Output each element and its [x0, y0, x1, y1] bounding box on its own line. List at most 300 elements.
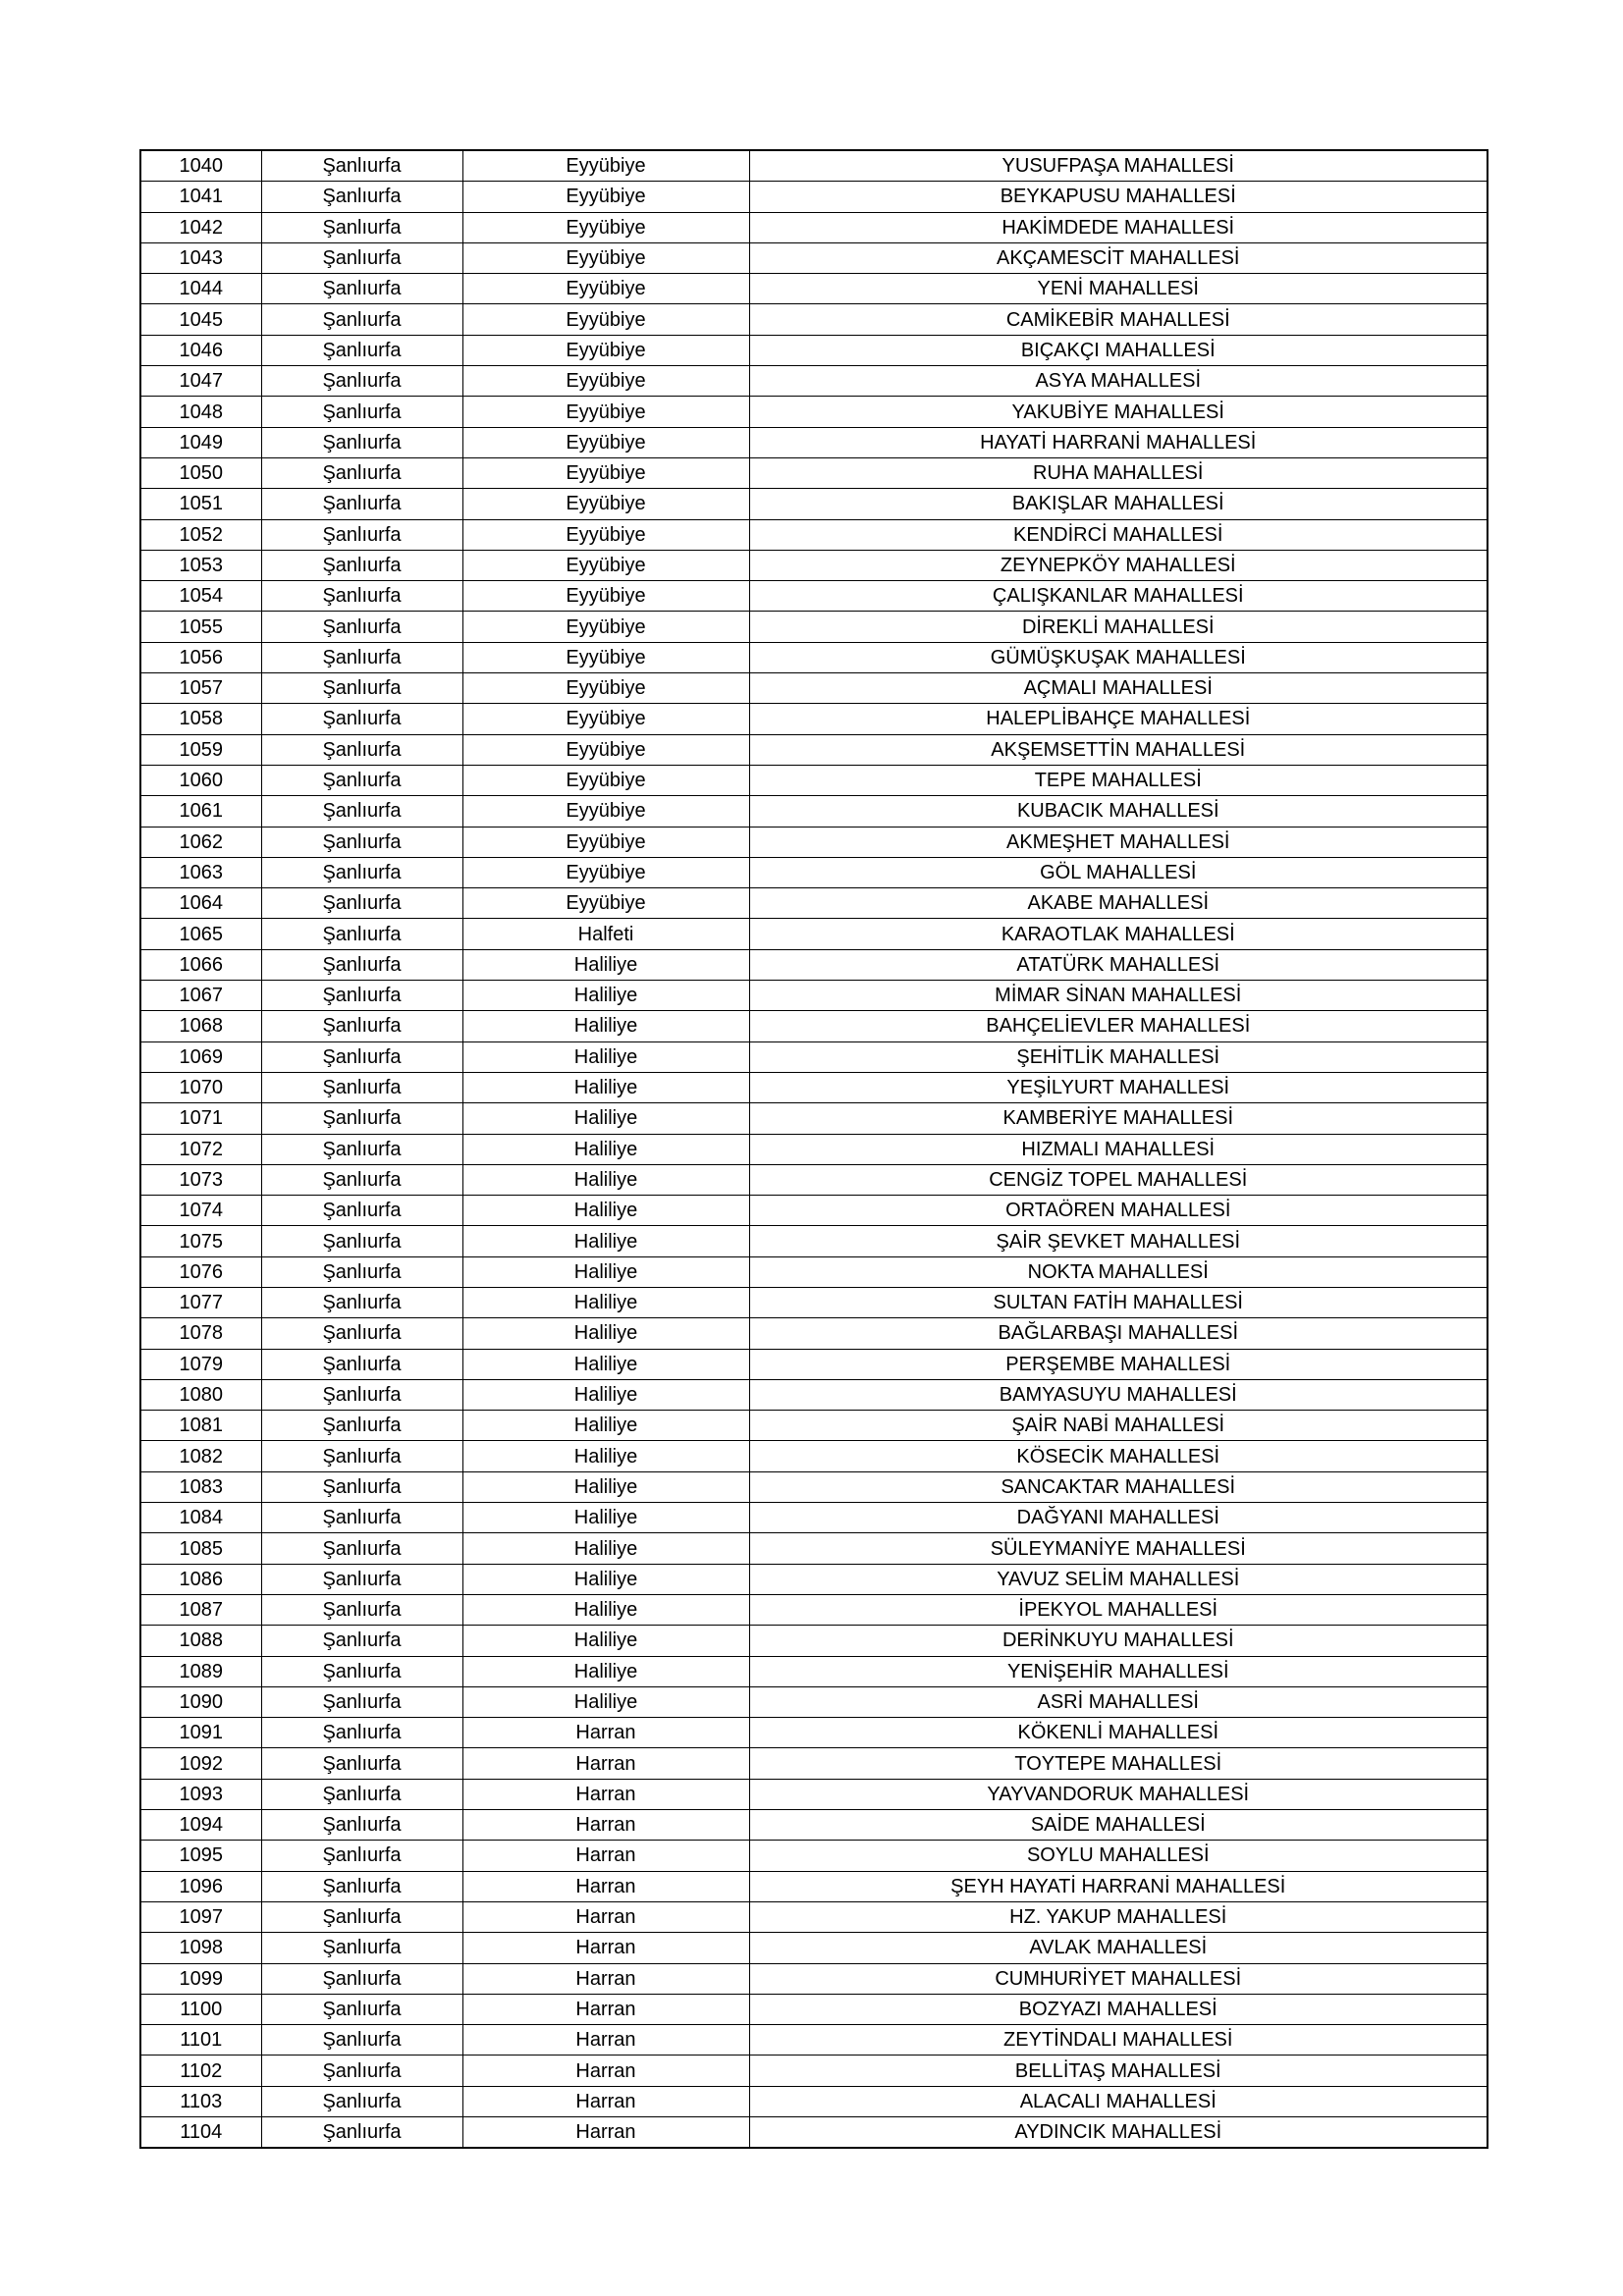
district-cell: Haliliye [462, 1626, 749, 1656]
district-cell: Eyyübiye [462, 489, 749, 519]
district-cell: Harran [462, 2086, 749, 2116]
neighborhood-cell: AVLAK MAHALLESİ [749, 1933, 1488, 1963]
district-cell: Eyyübiye [462, 550, 749, 580]
neighborhood-cell: ÇALIŞKANLAR MAHALLESİ [749, 581, 1488, 612]
province-cell: Şanlıurfa [261, 1164, 462, 1195]
neighborhood-cell: ŞAİR ŞEVKET MAHALLESİ [749, 1226, 1488, 1256]
district-cell: Haliliye [462, 1441, 749, 1471]
row-number-cell: 1056 [140, 642, 261, 672]
province-cell: Şanlıurfa [261, 1226, 462, 1256]
table-row [140, 1871, 1488, 1901]
district-cell: Eyyübiye [462, 150, 749, 182]
row-number-cell: 1057 [140, 673, 261, 704]
neighborhood-cell: ASRİ MAHALLESİ [749, 1686, 1488, 1717]
row-number-cell: 1093 [140, 1779, 261, 1809]
row-number-cell: 1069 [140, 1041, 261, 1072]
province-cell: Şanlıurfa [261, 519, 462, 550]
table-row [140, 1533, 1488, 1564]
district-cell: Haliliye [462, 1041, 749, 1072]
district-cell: Eyyübiye [462, 827, 749, 857]
province-cell: Şanlıurfa [261, 550, 462, 580]
table-row [140, 857, 1488, 887]
province-cell: Şanlıurfa [261, 1841, 462, 1871]
table-row [140, 1349, 1488, 1379]
table-row [140, 1686, 1488, 1717]
district-cell: Haliliye [462, 1471, 749, 1502]
province-cell: Şanlıurfa [261, 1287, 462, 1317]
province-cell: Şanlıurfa [261, 642, 462, 672]
province-cell: Şanlıurfa [261, 274, 462, 304]
row-number-cell: 1054 [140, 581, 261, 612]
district-cell: Harran [462, 1748, 749, 1779]
province-cell: Şanlıurfa [261, 1196, 462, 1226]
row-number-cell: 1096 [140, 1871, 261, 1901]
row-number-cell: 1100 [140, 1994, 261, 2024]
district-cell: Harran [462, 1841, 749, 1871]
neighborhood-cell: BAKIŞLAR MAHALLESİ [749, 489, 1488, 519]
district-cell: Eyyübiye [462, 581, 749, 612]
table-row [140, 581, 1488, 612]
table-row [140, 1072, 1488, 1102]
province-cell: Şanlıurfa [261, 581, 462, 612]
province-cell: Şanlıurfa [261, 796, 462, 827]
neighborhood-cell: AKÇAMESCİT MAHALLESİ [749, 242, 1488, 273]
province-cell: Şanlıurfa [261, 704, 462, 734]
province-cell: Şanlıurfa [261, 1901, 462, 1932]
province-cell: Şanlıurfa [261, 1748, 462, 1779]
province-cell: Şanlıurfa [261, 1503, 462, 1533]
neighborhood-cell: ZEYTİNDALI MAHALLESİ [749, 2025, 1488, 2056]
table-row [140, 1471, 1488, 1502]
table-row [140, 427, 1488, 457]
province-cell: Şanlıurfa [261, 182, 462, 212]
district-cell: Haliliye [462, 1256, 749, 1287]
row-number-cell: 1104 [140, 2117, 261, 2149]
province-cell: Şanlıurfa [261, 1810, 462, 1841]
province-cell: Şanlıurfa [261, 1718, 462, 1748]
district-cell: Eyyübiye [462, 857, 749, 887]
neighborhood-cell: HALEPLİBAHÇE MAHALLESİ [749, 704, 1488, 734]
row-number-cell: 1070 [140, 1072, 261, 1102]
neighborhood-cell: KARAOTLAK MAHALLESİ [749, 919, 1488, 949]
district-cell: Haliliye [462, 1011, 749, 1041]
neighborhood-cell: AÇMALI MAHALLESİ [749, 673, 1488, 704]
province-cell: Şanlıurfa [261, 734, 462, 765]
district-cell: Haliliye [462, 981, 749, 1011]
district-cell: Haliliye [462, 1379, 749, 1410]
table-row [140, 1963, 1488, 1994]
table-row [140, 1411, 1488, 1441]
table-row [140, 1226, 1488, 1256]
district-cell: Eyyübiye [462, 642, 749, 672]
table-row [140, 796, 1488, 827]
row-number-cell: 1052 [140, 519, 261, 550]
table-row [140, 1318, 1488, 1349]
row-number-cell: 1045 [140, 304, 261, 335]
district-cell: Harran [462, 1901, 749, 1932]
neighborhood-cell: SOYLU MAHALLESİ [749, 1841, 1488, 1871]
row-number-cell: 1065 [140, 919, 261, 949]
row-number-cell: 1075 [140, 1226, 261, 1256]
province-cell: Şanlıurfa [261, 765, 462, 795]
table-row [140, 274, 1488, 304]
row-number-cell: 1090 [140, 1686, 261, 1717]
table-row [140, 2117, 1488, 2149]
district-cell: Harran [462, 1933, 749, 1963]
row-number-cell: 1074 [140, 1196, 261, 1226]
row-number-cell: 1041 [140, 182, 261, 212]
table-row [140, 1256, 1488, 1287]
row-number-cell: 1081 [140, 1411, 261, 1441]
province-cell: Şanlıurfa [261, 489, 462, 519]
district-cell: Harran [462, 1779, 749, 1809]
row-number-cell: 1088 [140, 1626, 261, 1656]
table-row [140, 1594, 1488, 1625]
row-number-cell: 1077 [140, 1287, 261, 1317]
province-cell: Şanlıurfa [261, 1134, 462, 1164]
district-cell: Eyyübiye [462, 734, 749, 765]
province-cell: Şanlıurfa [261, 1441, 462, 1471]
row-number-cell: 1055 [140, 612, 261, 642]
row-number-cell: 1083 [140, 1471, 261, 1502]
table-row [140, 1041, 1488, 1072]
table-row [140, 827, 1488, 857]
table-row [140, 673, 1488, 704]
neighborhood-cell: AKŞEMSETTİN MAHALLESİ [749, 734, 1488, 765]
district-cell: Haliliye [462, 1594, 749, 1625]
table-row [140, 397, 1488, 427]
district-cell: Harran [462, 1994, 749, 2024]
neighborhood-cell: MİMAR SİNAN MAHALLESİ [749, 981, 1488, 1011]
neighborhood-cell: ŞAİR NABİ MAHALLESİ [749, 1411, 1488, 1441]
province-cell: Şanlıurfa [261, 304, 462, 335]
neighborhood-cell: YENİ MAHALLESİ [749, 274, 1488, 304]
district-cell: Eyyübiye [462, 242, 749, 273]
district-cell: Halfeti [462, 919, 749, 949]
table-row [140, 612, 1488, 642]
district-cell: Eyyübiye [462, 704, 749, 734]
row-number-cell: 1062 [140, 827, 261, 857]
province-cell: Şanlıurfa [261, 1656, 462, 1686]
table-row [140, 888, 1488, 919]
district-cell: Eyyübiye [462, 519, 749, 550]
row-number-cell: 1094 [140, 1810, 261, 1841]
table-row [140, 734, 1488, 765]
neighborhood-cell: SÜLEYMANİYE MAHALLESİ [749, 1533, 1488, 1564]
neighborhood-cell: KUBACIK MAHALLESİ [749, 796, 1488, 827]
table-row [140, 1994, 1488, 2024]
table-row [140, 981, 1488, 1011]
table-body [140, 150, 1488, 2148]
row-number-cell: 1102 [140, 2056, 261, 2086]
row-number-cell: 1040 [140, 150, 261, 182]
district-cell: Haliliye [462, 1564, 749, 1594]
row-number-cell: 1095 [140, 1841, 261, 1871]
district-cell: Eyyübiye [462, 796, 749, 827]
province-cell: Şanlıurfa [261, 1256, 462, 1287]
table-row [140, 765, 1488, 795]
row-number-cell: 1073 [140, 1164, 261, 1195]
row-number-cell: 1097 [140, 1901, 261, 1932]
table-row [140, 1441, 1488, 1471]
province-cell: Şanlıurfa [261, 1041, 462, 1072]
table-row [140, 1564, 1488, 1594]
province-cell: Şanlıurfa [261, 1011, 462, 1041]
table-row [140, 2025, 1488, 2056]
province-cell: Şanlıurfa [261, 1933, 462, 1963]
neighborhood-cell: KÖKENLİ MAHALLESİ [749, 1718, 1488, 1748]
row-number-cell: 1103 [140, 2086, 261, 2116]
row-number-cell: 1080 [140, 1379, 261, 1410]
row-number-cell: 1068 [140, 1011, 261, 1041]
district-cell: Haliliye [462, 1072, 749, 1102]
district-cell: Eyyübiye [462, 457, 749, 488]
table-row [140, 2056, 1488, 2086]
province-cell: Şanlıurfa [261, 1411, 462, 1441]
district-cell: Haliliye [462, 1196, 749, 1226]
neighborhood-cell: NOKTA MAHALLESİ [749, 1256, 1488, 1287]
province-cell: Şanlıurfa [261, 981, 462, 1011]
neighborhood-cell: DAĞYANI MAHALLESİ [749, 1503, 1488, 1533]
neighborhood-cell: BELLİTAŞ MAHALLESİ [749, 2056, 1488, 2086]
neighborhood-cell: ŞEHİTLİK MAHALLESİ [749, 1041, 1488, 1072]
row-number-cell: 1049 [140, 427, 261, 457]
table-row [140, 642, 1488, 672]
neighborhood-cell: SULTAN FATİH MAHALLESİ [749, 1287, 1488, 1317]
district-cell: Haliliye [462, 1164, 749, 1195]
neighborhood-cell: GÜMÜŞKUŞAK MAHALLESİ [749, 642, 1488, 672]
province-cell: Şanlıurfa [261, 2056, 462, 2086]
district-cell: Haliliye [462, 1503, 749, 1533]
row-number-cell: 1044 [140, 274, 261, 304]
neighborhood-cell: YENİŞEHİR MAHALLESİ [749, 1656, 1488, 1686]
province-cell: Şanlıurfa [261, 397, 462, 427]
district-cell: Harran [462, 1810, 749, 1841]
row-number-cell: 1058 [140, 704, 261, 734]
district-cell: Haliliye [462, 1349, 749, 1379]
row-number-cell: 1063 [140, 857, 261, 887]
district-cell: Haliliye [462, 1533, 749, 1564]
neighborhood-cell: HAKİMDEDE MAHALLESİ [749, 212, 1488, 242]
district-cell: Haliliye [462, 1287, 749, 1317]
province-cell: Şanlıurfa [261, 857, 462, 887]
district-cell: Eyyübiye [462, 765, 749, 795]
table-row [140, 2086, 1488, 2116]
row-number-cell: 1060 [140, 765, 261, 795]
neighborhood-cell: YAKUBİYE MAHALLESİ [749, 397, 1488, 427]
province-cell: Şanlıurfa [261, 888, 462, 919]
table-row [140, 1810, 1488, 1841]
neighborhood-cell: YAYVANDORUK MAHALLESİ [749, 1779, 1488, 1809]
province-cell: Şanlıurfa [261, 1379, 462, 1410]
province-cell: Şanlıurfa [261, 1963, 462, 1994]
neighborhood-cell: İPEKYOL MAHALLESİ [749, 1594, 1488, 1625]
neighborhood-cell: SAİDE MAHALLESİ [749, 1810, 1488, 1841]
row-number-cell: 1098 [140, 1933, 261, 1963]
district-cell: Haliliye [462, 1411, 749, 1441]
province-cell: Şanlıurfa [261, 1349, 462, 1379]
row-number-cell: 1091 [140, 1718, 261, 1748]
row-number-cell: 1061 [140, 796, 261, 827]
row-number-cell: 1089 [140, 1656, 261, 1686]
row-number-cell: 1084 [140, 1503, 261, 1533]
table-row [140, 457, 1488, 488]
neighborhood-cell: ALACALI MAHALLESİ [749, 2086, 1488, 2116]
neighborhood-cell: HZ. YAKUP MAHALLESİ [749, 1901, 1488, 1932]
district-cell: Eyyübiye [462, 304, 749, 335]
table-row [140, 1841, 1488, 1871]
neighborhood-cell: HAYATİ HARRANİ MAHALLESİ [749, 427, 1488, 457]
neighborhood-cell: CUMHURİYET MAHALLESİ [749, 1963, 1488, 1994]
neighborhood-cell: BAĞLARBAŞI MAHALLESİ [749, 1318, 1488, 1349]
table-row [140, 1626, 1488, 1656]
province-cell: Şanlıurfa [261, 335, 462, 365]
district-cell: Harran [462, 1963, 749, 1994]
row-number-cell: 1101 [140, 2025, 261, 2056]
neighborhood-cell: BAHÇELİEVLER MAHALLESİ [749, 1011, 1488, 1041]
district-cell: Harran [462, 2025, 749, 2056]
province-cell: Şanlıurfa [261, 673, 462, 704]
neighborhood-cell: BOZYAZI MAHALLESİ [749, 1994, 1488, 2024]
table-row [140, 1503, 1488, 1533]
province-cell: Şanlıurfa [261, 2117, 462, 2149]
district-cell: Haliliye [462, 1134, 749, 1164]
row-number-cell: 1099 [140, 1963, 261, 1994]
neighborhood-cell: GÖL MAHALLESİ [749, 857, 1488, 887]
district-cell: Eyyübiye [462, 274, 749, 304]
row-number-cell: 1092 [140, 1748, 261, 1779]
province-cell: Şanlıurfa [261, 2025, 462, 2056]
district-cell: Eyyübiye [462, 612, 749, 642]
table-row [140, 1379, 1488, 1410]
province-cell: Şanlıurfa [261, 1564, 462, 1594]
neighborhood-cell: YUSUFPAŞA MAHALLESİ [749, 150, 1488, 182]
table-row [140, 1134, 1488, 1164]
neighborhood-cell: ATATÜRK MAHALLESİ [749, 949, 1488, 980]
neighborhood-cell: KÖSECİK MAHALLESİ [749, 1441, 1488, 1471]
province-cell: Şanlıurfa [261, 457, 462, 488]
neighborhood-cell: ORTAÖREN MAHALLESİ [749, 1196, 1488, 1226]
province-cell: Şanlıurfa [261, 1779, 462, 1809]
row-number-cell: 1047 [140, 366, 261, 397]
district-cell: Eyyübiye [462, 182, 749, 212]
row-number-cell: 1051 [140, 489, 261, 519]
table-row [140, 1196, 1488, 1226]
district-cell: Harran [462, 2117, 749, 2149]
district-cell: Eyyübiye [462, 427, 749, 457]
table-row [140, 182, 1488, 212]
neighborhood-table [139, 149, 1488, 2149]
table-row [140, 489, 1488, 519]
table-row [140, 1164, 1488, 1195]
neighborhood-cell: RUHA MAHALLESİ [749, 457, 1488, 488]
table-row [140, 1718, 1488, 1748]
neighborhood-cell: ASYA MAHALLESİ [749, 366, 1488, 397]
row-number-cell: 1086 [140, 1564, 261, 1594]
district-cell: Haliliye [462, 1656, 749, 1686]
province-cell: Şanlıurfa [261, 1471, 462, 1502]
table-row [140, 704, 1488, 734]
district-cell: Eyyübiye [462, 888, 749, 919]
neighborhood-cell: BIÇAKÇI MAHALLESİ [749, 335, 1488, 365]
district-cell: Haliliye [462, 1318, 749, 1349]
neighborhood-cell: ŞEYH HAYATİ HARRANİ MAHALLESİ [749, 1871, 1488, 1901]
table-row [140, 212, 1488, 242]
table-row [140, 550, 1488, 580]
neighborhood-cell: YAVUZ SELİM MAHALLESİ [749, 1564, 1488, 1594]
row-number-cell: 1053 [140, 550, 261, 580]
table-row [140, 1779, 1488, 1809]
neighborhood-cell: AYDINCIK MAHALLESİ [749, 2117, 1488, 2149]
neighborhood-cell: TOYTEPE MAHALLESİ [749, 1748, 1488, 1779]
province-cell: Şanlıurfa [261, 1072, 462, 1102]
row-number-cell: 1072 [140, 1134, 261, 1164]
table-row [140, 1103, 1488, 1134]
province-cell: Şanlıurfa [261, 150, 462, 182]
row-number-cell: 1087 [140, 1594, 261, 1625]
table-row [140, 242, 1488, 273]
neighborhood-cell: PERŞEMBE MAHALLESİ [749, 1349, 1488, 1379]
row-number-cell: 1048 [140, 397, 261, 427]
province-cell: Şanlıurfa [261, 827, 462, 857]
neighborhood-cell: SANCAKTAR MAHALLESİ [749, 1471, 1488, 1502]
district-cell: Haliliye [462, 1686, 749, 1717]
district-cell: Haliliye [462, 1226, 749, 1256]
table-row [140, 1901, 1488, 1932]
province-cell: Şanlıurfa [261, 949, 462, 980]
neighborhood-cell: CAMİKEBİR MAHALLESİ [749, 304, 1488, 335]
table-row [140, 1287, 1488, 1317]
row-number-cell: 1078 [140, 1318, 261, 1349]
row-number-cell: 1059 [140, 734, 261, 765]
province-cell: Şanlıurfa [261, 1994, 462, 2024]
province-cell: Şanlıurfa [261, 612, 462, 642]
district-cell: Eyyübiye [462, 335, 749, 365]
row-number-cell: 1050 [140, 457, 261, 488]
row-number-cell: 1043 [140, 242, 261, 273]
neighborhood-cell: CENGİZ TOPEL MAHALLESİ [749, 1164, 1488, 1195]
neighborhood-cell: DERİNKUYU MAHALLESİ [749, 1626, 1488, 1656]
district-cell: Haliliye [462, 1103, 749, 1134]
table-row [140, 1656, 1488, 1686]
table-row [140, 1011, 1488, 1041]
province-cell: Şanlıurfa [261, 212, 462, 242]
row-number-cell: 1046 [140, 335, 261, 365]
district-cell: Eyyübiye [462, 366, 749, 397]
province-cell: Şanlıurfa [261, 427, 462, 457]
table-row [140, 366, 1488, 397]
row-number-cell: 1066 [140, 949, 261, 980]
table-row [140, 919, 1488, 949]
province-cell: Şanlıurfa [261, 242, 462, 273]
province-cell: Şanlıurfa [261, 1594, 462, 1625]
neighborhood-cell: BAMYASUYU MAHALLESİ [749, 1379, 1488, 1410]
province-cell: Şanlıurfa [261, 366, 462, 397]
table-row [140, 1933, 1488, 1963]
district-cell: Eyyübiye [462, 673, 749, 704]
province-cell: Şanlıurfa [261, 1626, 462, 1656]
row-number-cell: 1067 [140, 981, 261, 1011]
table-row [140, 304, 1488, 335]
province-cell: Şanlıurfa [261, 1103, 462, 1134]
province-cell: Şanlıurfa [261, 1533, 462, 1564]
row-number-cell: 1064 [140, 888, 261, 919]
table-row [140, 519, 1488, 550]
district-cell: Harran [462, 2056, 749, 2086]
neighborhood-cell: KENDİRCİ MAHALLESİ [749, 519, 1488, 550]
neighborhood-cell: ZEYNEPKÖY MAHALLESİ [749, 550, 1488, 580]
neighborhood-cell: BEYKAPUSU MAHALLESİ [749, 182, 1488, 212]
